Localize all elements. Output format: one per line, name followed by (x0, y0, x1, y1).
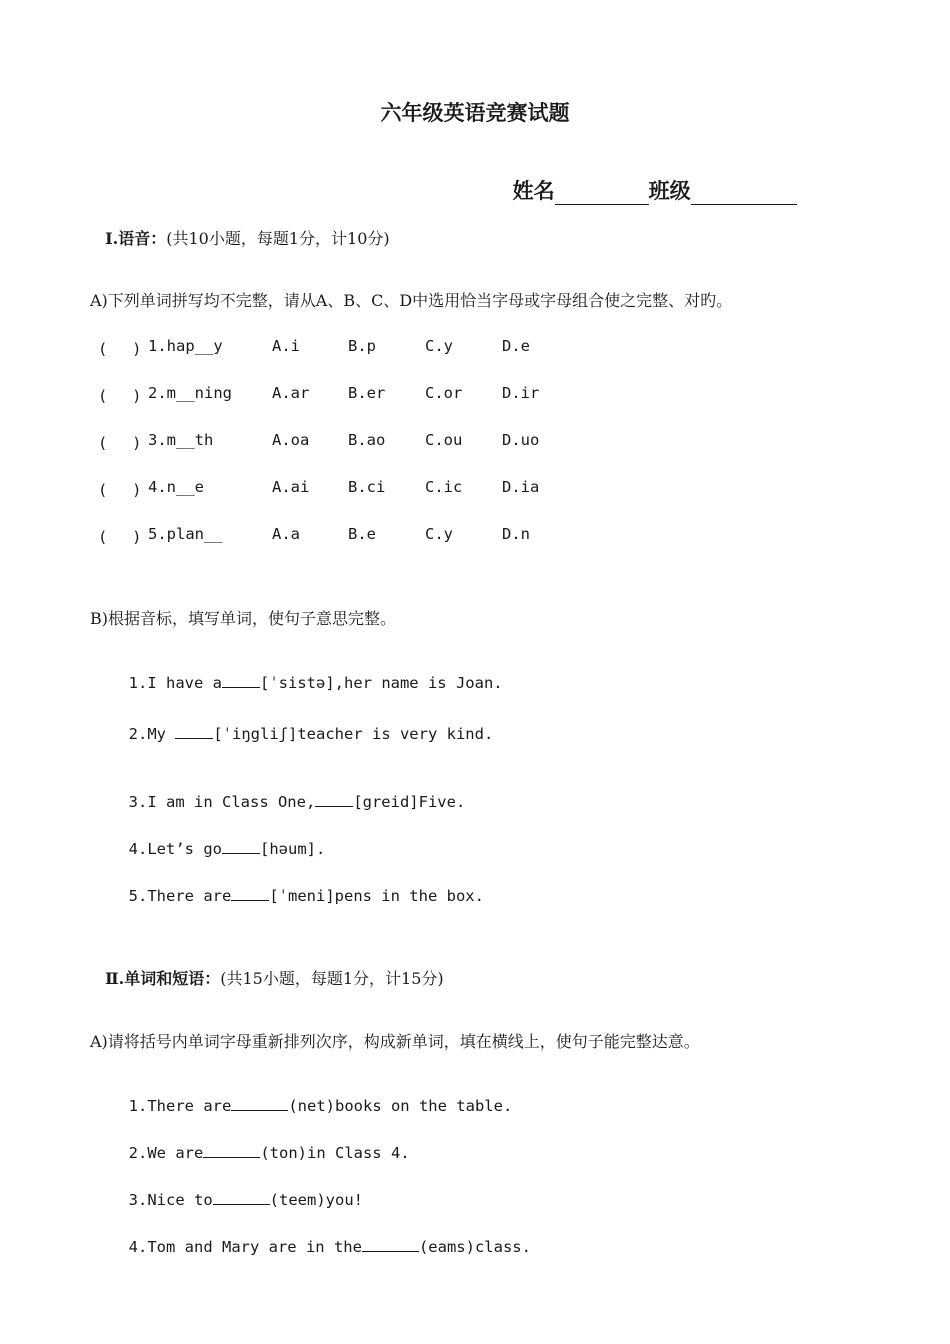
fill-item (110, 820, 325, 858)
section-2-heading (95, 947, 444, 989)
answer-paren[interactable]: ( ) (98, 387, 142, 405)
option-b: B.er (348, 384, 386, 402)
item-text: 4.Let’s go (128, 840, 222, 858)
answer-blank[interactable] (362, 1236, 419, 1252)
question-stem: 4.n__e (148, 478, 204, 496)
option-b: B.p (348, 337, 376, 355)
option-b: B.ao (348, 431, 386, 449)
item-text: [ˈsistə],her name is Joan. (260, 674, 503, 692)
answer-blank[interactable] (222, 672, 260, 688)
item-text: 3.I am in Class One, (128, 793, 316, 811)
question-stem: 1.hap__y (148, 337, 223, 355)
section-1b-instruction: B)根据音标，填写单词，使句子意思完整。 (90, 609, 397, 628)
item-text: (net)books on the table. (288, 1097, 513, 1115)
class-blank[interactable] (691, 180, 797, 205)
section-2-detail: (共15小题，每题1分，计15分) (220, 969, 444, 988)
option-c: C.ou (425, 431, 463, 449)
section-1-detail: (共10小题，每题1分，计10分) (166, 229, 390, 248)
item-text: [greid]Five. (353, 793, 466, 811)
option-c: C.y (425, 525, 453, 543)
answer-blank[interactable] (315, 791, 353, 807)
item-text: 2.We are (128, 1144, 204, 1162)
option-d: D.n (502, 525, 530, 543)
option-c: C.or (425, 384, 463, 402)
question-row (0, 337, 950, 359)
option-d: D.uo (502, 431, 540, 449)
item-text: [ˈmeni]pens in the box. (269, 887, 484, 905)
fill-item (110, 654, 503, 692)
option-d: D.ir (502, 384, 540, 402)
option-b: B.ci (348, 478, 386, 496)
answer-blank[interactable] (203, 1142, 260, 1158)
option-a: A.oa (272, 431, 310, 449)
section-2-title: Ⅱ.单词和短语： (105, 969, 221, 988)
fill-item (110, 1124, 410, 1162)
option-a: A.ar (272, 384, 310, 402)
item-text: 1.There are (128, 1097, 232, 1115)
section-2a-instruction: A)请将括号内单词字母重新排列次序，构成新单词，填在横线上，使句子能完整达意。 (90, 1032, 700, 1051)
item-text: 3.Nice to (128, 1191, 213, 1209)
name-class-header (498, 150, 797, 205)
fill-item (110, 1171, 363, 1209)
fill-item (110, 1218, 531, 1256)
answer-blank[interactable] (175, 723, 213, 739)
question-row (0, 384, 950, 406)
item-text: (ton)in Class 4. (260, 1144, 410, 1162)
answer-paren[interactable]: ( ) (98, 434, 142, 452)
class-label: 班级 (648, 178, 691, 203)
option-a: A.i (272, 337, 300, 355)
fill-item (110, 867, 484, 905)
item-text: 5.There are (128, 887, 232, 905)
item-text: [ˈiŋgliʃ]teacher is very kind. (213, 725, 494, 743)
answer-blank[interactable] (213, 1189, 270, 1205)
question-stem: 3.m__th (148, 431, 214, 449)
answer-blank[interactable] (231, 1095, 288, 1111)
question-stem: 2.m__ning (148, 384, 232, 402)
item-text: 4.Tom and Mary are in the (128, 1238, 362, 1256)
fill-item (110, 773, 465, 811)
option-c: C.ic (425, 478, 463, 496)
option-a: A.a (272, 525, 300, 543)
item-text: 1.I have a (128, 674, 222, 692)
answer-paren[interactable]: ( ) (98, 528, 142, 546)
name-blank[interactable] (555, 180, 649, 205)
fill-item (110, 1077, 512, 1115)
exam-title: 六年级英语竞赛试题 (380, 100, 570, 125)
item-text: 2.My (128, 725, 176, 743)
answer-blank[interactable] (222, 838, 260, 854)
item-text: [həum]. (260, 840, 326, 858)
fill-item (110, 705, 493, 743)
answer-blank[interactable] (231, 885, 269, 901)
item-text: (teem)you! (269, 1191, 363, 1209)
option-c: C.y (425, 337, 453, 355)
answer-paren[interactable]: ( ) (98, 481, 142, 499)
section-1-heading (95, 207, 390, 249)
section-1a-instruction: A)下列单词拼写均不完整，请从A、B、C、D中选用恰当字母或字母组合使之完整、对旳。 (90, 291, 733, 310)
option-a: A.ai (272, 478, 310, 496)
question-row (0, 431, 950, 453)
option-d: D.ia (502, 478, 540, 496)
question-stem: 5.plan__ (148, 525, 223, 543)
answer-paren[interactable]: ( ) (98, 340, 142, 358)
question-row (0, 478, 950, 500)
item-text: (eams)class. (418, 1238, 531, 1256)
option-d: D.e (502, 337, 530, 355)
name-label: 姓名 (512, 178, 555, 203)
question-row (0, 525, 950, 547)
section-1-title: Ⅰ.语音： (105, 229, 167, 248)
option-b: B.e (348, 525, 376, 543)
